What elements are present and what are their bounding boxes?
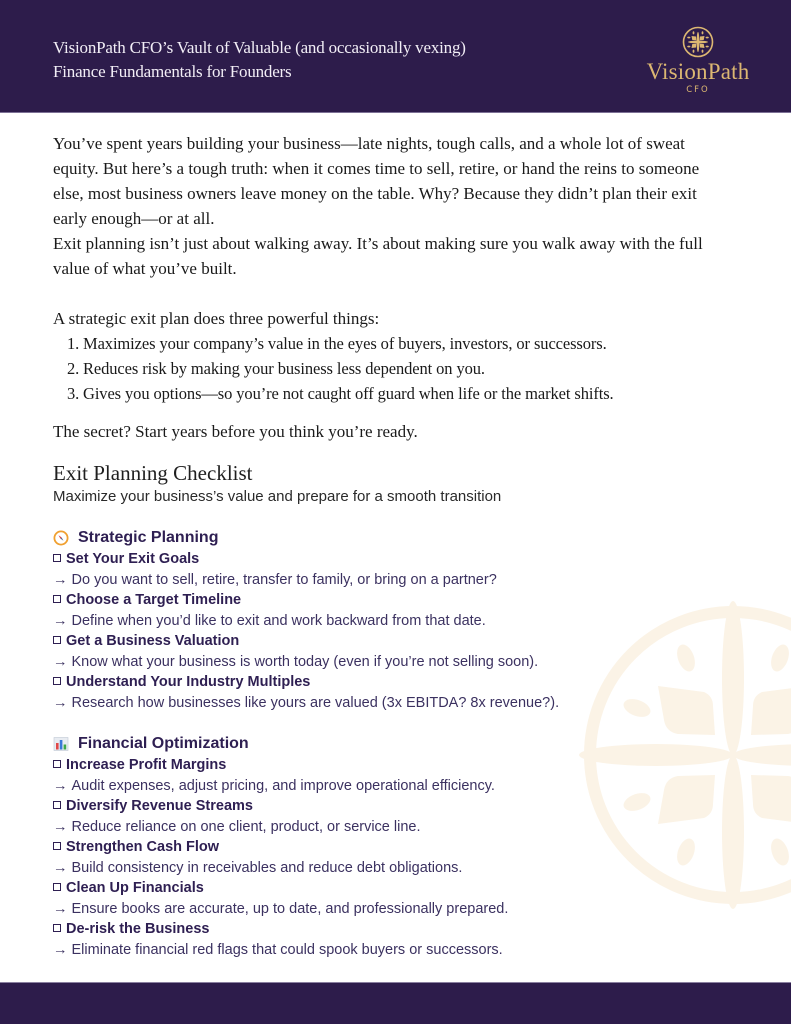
logo-subtitle: CFO [686, 85, 710, 95]
section-title: Financial Optimization [78, 735, 249, 752]
arrow-right-icon: → [53, 859, 68, 876]
page-header [0, 0, 791, 113]
title-line-1: VisionPath CFO’s Vault of Valuable (and occasionally vexing) [53, 38, 466, 57]
checkbox[interactable] [53, 595, 61, 603]
benefit-text: Reduces risk by making your business less dependent on you. [83, 359, 485, 378]
checklist-item[interactable] [53, 755, 733, 796]
benefit-item [67, 356, 733, 381]
item-description: Do you want to sell, retire, transfer to family, or bring on a partner? [71, 571, 497, 588]
checkbox[interactable] [53, 883, 61, 891]
item-title: Understand Your Industry Multiples [66, 674, 311, 690]
flower-emblem-icon [682, 26, 714, 58]
item-title: Choose a Target Timeline [66, 592, 242, 608]
intro-paragraph-1: You’ve spent years building your business—late nights, tough calls, and a whole lot of sweat equity. But here’s a tough truth: when it comes time to sell, retire, or hand the reins to someone else, most business owners leave money on the table. Why? Because they didn’t plan their exit early enough—or at all. [53, 134, 700, 228]
arrow-right-icon: → [53, 941, 68, 958]
benefit-number: 3. [67, 384, 80, 403]
item-title: Set Your Exit Goals [66, 551, 200, 567]
arrow-right-icon: → [53, 777, 68, 794]
item-title: Clean Up Financials [66, 880, 204, 896]
benefit-number: 1. [67, 334, 80, 353]
arrow-right-icon: → [53, 900, 68, 917]
item-title: De-risk the Business [66, 921, 210, 937]
arrow-right-icon: → [53, 612, 68, 629]
checklist-title: Exit Planning Checklist [53, 461, 253, 485]
checklist-subtitle: Maximize your business’s value and prepare for a smooth transition [53, 488, 502, 505]
section-strategic-planning [53, 527, 733, 713]
item-title: Diversify Revenue Streams [66, 798, 253, 814]
bar-chart-icon [53, 736, 69, 752]
checklist-item[interactable] [53, 878, 733, 919]
item-description: Ensure books are accurate, up to date, and professionally prepared. [71, 900, 509, 917]
secret-statement: The secret? Start years before you think you’re ready. [53, 422, 418, 441]
checkbox[interactable] [53, 677, 61, 685]
benefits-list [67, 331, 733, 406]
benefit-item [67, 381, 733, 406]
arrow-right-icon: → [53, 818, 68, 835]
checklist-item[interactable] [53, 631, 733, 672]
benefit-text: Maximizes your company’s value in the eyes of buyers, investors, or successors. [83, 334, 607, 353]
item-title: Strengthen Cash Flow [66, 839, 220, 855]
checkbox[interactable] [53, 636, 61, 644]
compass-icon [53, 530, 69, 546]
item-description: Build consistency in receivables and reduce debt obligations. [71, 859, 463, 876]
checkbox[interactable] [53, 554, 61, 562]
checklist-item[interactable] [53, 672, 733, 713]
title-line-2: Finance Fundamentals for Founders [53, 62, 292, 81]
checklist-item[interactable] [53, 549, 733, 590]
benefit-text: Gives you options—so you’re not caught off guard when life or the market shifts. [83, 384, 614, 403]
benefit-number: 2. [67, 359, 80, 378]
document-title [53, 36, 613, 84]
item-description: Know what your business is worth today (even if you’re not selling soon). [71, 653, 539, 670]
item-title: Get a Business Valuation [66, 633, 240, 649]
checkbox[interactable] [53, 842, 61, 850]
item-description: Audit expenses, adjust pricing, and improve operational efficiency. [71, 777, 495, 794]
page-footer [0, 982, 791, 1024]
section-financial-optimization [53, 733, 733, 960]
benefit-item [67, 331, 733, 356]
checkbox[interactable] [53, 924, 61, 932]
item-description: Define when you’d like to exit and work backward from that date. [71, 612, 486, 629]
item-description: Research how businesses like yours are valued (3x EBITDA? 8x revenue?). [71, 694, 560, 711]
checklist-item[interactable] [53, 590, 733, 631]
arrow-right-icon: → [53, 653, 68, 670]
document-body [53, 131, 733, 960]
arrow-right-icon: → [53, 571, 68, 588]
brand-logo [636, 26, 760, 100]
item-description: Eliminate financial red flags that could spook buyers or successors. [71, 941, 503, 958]
section-heading [53, 733, 733, 755]
section-title: Strategic Planning [78, 529, 219, 546]
arrow-right-icon: → [53, 694, 68, 711]
checklist-item[interactable] [53, 919, 733, 960]
item-description: Reduce reliance on one client, product, or service line. [71, 818, 421, 835]
checklist-item[interactable] [53, 796, 733, 837]
checkbox[interactable] [53, 760, 61, 768]
intro-paragraph-2: Exit planning isn’t just about walking away. It’s about making sure you walk away with the full value of what you’ve built. [53, 234, 703, 278]
benefits-lead: A strategic exit plan does three powerful things: [53, 309, 380, 328]
intro-section [53, 131, 733, 281]
logo-name: VisionPath [646, 59, 750, 84]
checkbox[interactable] [53, 801, 61, 809]
item-title: Increase Profit Margins [66, 757, 227, 773]
section-heading [53, 527, 733, 549]
checklist-item[interactable] [53, 837, 733, 878]
